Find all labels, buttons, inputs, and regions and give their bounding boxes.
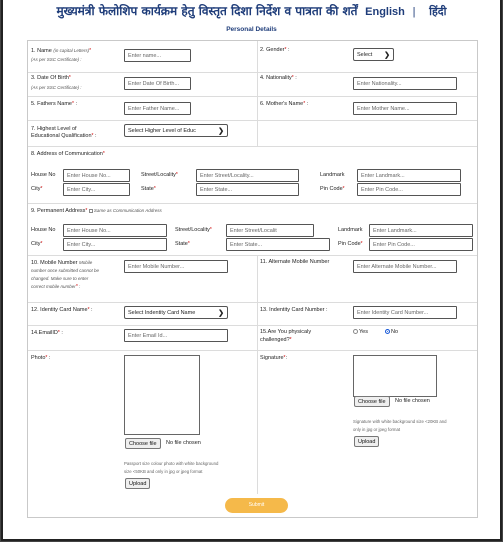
- father-name-input[interactable]: Enter Father Name...: [124, 102, 191, 115]
- perm-pin-label: Pin Code*: [338, 241, 363, 247]
- perm-street-input[interactable]: Enter Street/Localit: [226, 224, 314, 237]
- name-sublabel: (As per SSC Certificate) :: [31, 57, 82, 62]
- perm-house-input[interactable]: Enter House No...: [63, 224, 167, 237]
- photo-upload-button[interactable]: Upload: [125, 478, 150, 489]
- education-label: 7. Highest Level of: [31, 126, 77, 132]
- row-divider: [28, 350, 477, 351]
- perm-pin-input[interactable]: Enter Pin Code...: [369, 238, 473, 251]
- signature-hint-1: Signature with white background size <20KB and: [353, 419, 447, 424]
- perm-city-label: City*: [31, 241, 43, 247]
- comm-state-input[interactable]: Enter State...: [196, 183, 299, 196]
- chevron-down-icon: ❯: [384, 52, 390, 59]
- same-address-checkbox[interactable]: [89, 209, 93, 213]
- comm-address-label: 8. Address of Communication*: [31, 151, 105, 157]
- row-divider: [28, 325, 477, 326]
- signature-no-file-text: No file chosen: [395, 398, 430, 404]
- education-label-2: Educational Qualification* :: [31, 133, 97, 139]
- alt-mobile-input[interactable]: Enter Alternate Mobile Number...: [353, 260, 457, 273]
- nationality-label: 4. Nationality* :: [260, 75, 297, 81]
- comm-house-label: House No: [31, 172, 56, 178]
- comm-pin-input[interactable]: Enter Pin Code...: [357, 183, 461, 196]
- lang-separator: |: [412, 6, 416, 18]
- perm-city-input[interactable]: Enter City...: [63, 238, 167, 251]
- perm-landmark-label: Landmark: [338, 227, 363, 233]
- row-divider: [28, 203, 477, 204]
- row-divider: [28, 72, 477, 73]
- row-divider: [28, 302, 477, 303]
- mother-name-label: 6. Mother's Name* :: [260, 101, 309, 107]
- nationality-input[interactable]: Enter Nationality...: [353, 77, 457, 90]
- email-input[interactable]: Enter Email Id...: [124, 329, 228, 342]
- comm-pin-label: Pin Code*: [320, 186, 345, 192]
- disabled-yes-option[interactable]: Yes: [353, 329, 368, 336]
- signature-label: Signature*:: [260, 355, 288, 361]
- photo-no-file-text: No file chosen: [166, 440, 201, 446]
- mobile-note-3: correct mobile number* :: [31, 284, 81, 290]
- perm-landmark-input[interactable]: Enter Landmark...: [369, 224, 473, 237]
- disabled-label: 15.Are You physicaly: [260, 329, 312, 335]
- perm-street-label: Street/Locality*: [175, 227, 212, 233]
- id-name-select[interactable]: Select Indentity Card Name ❯: [124, 306, 228, 319]
- photo-hint-1: Passport size colour photo with white background: [124, 461, 219, 466]
- comm-state-label: State*: [141, 186, 156, 192]
- perm-address-label: 9. Permanent Address* Same as Communication Address: [31, 208, 162, 214]
- photo-preview: [124, 355, 200, 435]
- comm-street-label: Street/Locality*: [141, 172, 178, 178]
- mother-name-input[interactable]: Enter Mother Name...: [353, 102, 457, 115]
- comm-city-label: City*: [31, 186, 43, 192]
- page-header: [0, 2, 503, 22]
- photo-label: Photo* :: [31, 355, 51, 361]
- father-name-label: 5. Fathers Name* :: [31, 101, 77, 107]
- radio-yes[interactable]: [353, 329, 358, 334]
- row-divider: [28, 255, 477, 256]
- comm-landmark-input[interactable]: Enter Landmark...: [357, 169, 461, 182]
- row-divider: [28, 120, 477, 121]
- row-divider: [28, 146, 477, 147]
- comm-street-input[interactable]: Enter Street/Locality...: [196, 169, 299, 182]
- disabled-no-option[interactable]: No: [385, 329, 398, 336]
- signature-choose-file-button[interactable]: Choose file: [354, 396, 390, 407]
- signature-preview: [353, 355, 437, 397]
- photo-choose-file-button[interactable]: Choose file: [125, 438, 161, 449]
- disabled-label-2: challenged?*: [260, 337, 292, 343]
- signature-upload-button[interactable]: Upload: [354, 436, 379, 447]
- email-label: 14.EmailID* :: [31, 330, 63, 336]
- id-number-label: 13. Indentity Card Number :: [260, 307, 328, 313]
- radio-no[interactable]: [385, 329, 390, 334]
- row-divider: [28, 96, 477, 97]
- lang-hindi-link[interactable]: हिंदी: [429, 6, 447, 18]
- dob-input[interactable]: Enter Date Of Birth...: [124, 77, 191, 90]
- perm-house-label: House No: [31, 227, 56, 233]
- col-divider: [257, 256, 258, 494]
- signature-hint-2: only in jpg or jpeg format: [353, 427, 401, 432]
- perm-state-input[interactable]: Enter State...: [226, 238, 330, 251]
- mobile-note-2: changed. Make sure to enter: [31, 276, 89, 281]
- dob-label: 3. Date Of Birth*: [31, 75, 71, 81]
- submit-button[interactable]: Submit: [225, 498, 288, 513]
- name-input[interactable]: Enter name...: [124, 49, 191, 62]
- perm-state-label: State*: [175, 241, 190, 247]
- chevron-down-icon: ❯: [218, 128, 224, 135]
- gender-select[interactable]: Select ❯: [353, 48, 394, 61]
- comm-city-input[interactable]: Enter City...: [63, 183, 130, 196]
- mobile-note-1: number once submitted cannot be: [31, 268, 100, 273]
- chevron-down-icon: ❯: [218, 310, 224, 317]
- id-name-label: 12. Identity Card Name* :: [31, 307, 93, 313]
- mobile-label: 10. Mobile Number Mobile: [31, 260, 93, 266]
- guidelines-link[interactable]: मुख्यमंत्री फेलोशिप कार्यक्रम हेतु विस्तृत दिशा निर्देश व पात्रता की शर्तें: [56, 4, 358, 18]
- alt-mobile-label: 11. Alternate Mobile Number: [260, 259, 330, 265]
- lang-english-link[interactable]: English: [365, 6, 405, 18]
- education-select[interactable]: Select Higher Level of Educ ❯: [124, 124, 228, 137]
- col-divider: [257, 41, 258, 147]
- comm-house-input[interactable]: Enter House No...: [63, 169, 130, 182]
- section-title: Personal Details: [226, 26, 277, 33]
- photo-hint-2: size <50KB and only in jpg or jpeg format: [124, 469, 203, 474]
- dob-sublabel: (As per SSC Certificate) :: [31, 85, 82, 90]
- mobile-input[interactable]: Enter Mobile Number...: [124, 260, 228, 273]
- id-number-input[interactable]: Enter Identity Card Number...: [353, 306, 457, 319]
- same-address-label: Same as Communication Address: [93, 208, 162, 213]
- comm-landmark-label: Landmark: [320, 172, 345, 178]
- name-label: 1. Name (in capital Letters)*: [31, 48, 92, 54]
- gender-label: 2. Gender* :: [260, 47, 290, 53]
